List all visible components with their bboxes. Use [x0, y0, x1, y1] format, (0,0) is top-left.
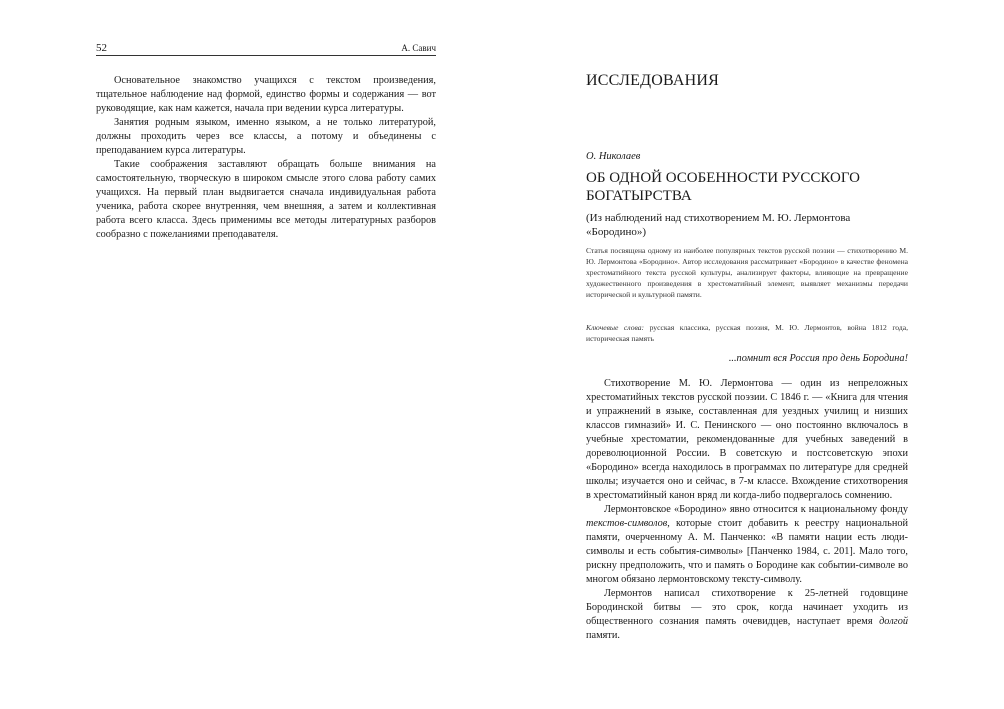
page-number: 52	[96, 42, 107, 54]
text-run: Лермонтовское «Бородино» явно относится к национальному фонду	[604, 504, 908, 515]
paragraph	[586, 503, 908, 587]
article-subtitle: (Из наблюдений над стихотворением М. Ю. Лермонтова «Бородино»)	[586, 212, 851, 238]
keywords-list: русская классика, русская поэзия, М. Ю. Лермонтов, война 1812 года, историческая память	[586, 323, 908, 343]
paragraph: Основательное знакомство учащихся с текстом произведения, тщательное наблюдение над формой, единство формы и содержания — вот руководящие, как нам кажется, начала при ведении курса литературы.	[96, 75, 436, 114]
emphasis: текстов-символов	[586, 518, 668, 529]
keywords	[586, 322, 908, 344]
article-title: ОБ ОДНОЙ ОСОБЕННОСТИ РУССКОГО БОГАТЫРСТВА	[586, 170, 861, 204]
text-run: Лермонтов написал стихотворение к 25-летней годовщине Бородинской битвы — это срок, когда начинает уходить из общественного сознания память очевидцев, наступает время	[586, 588, 908, 627]
keywords-label: Ключевые слова:	[586, 323, 645, 332]
running-author: А. Савич	[401, 43, 436, 53]
section-title: ИССЛЕДОВАНИЯ	[586, 72, 719, 89]
emphasis: долгой	[879, 616, 908, 627]
header-rule	[96, 55, 436, 56]
paragraph: Занятия родным языком, именно языком, а не только литературой, должны проходить через все классы, а потому и объединены с преподаванием курса литературы.	[96, 117, 436, 156]
left-body-text	[96, 74, 436, 242]
abstract: Статья посвящена одному из наиболее популярных текстов русской поэзии — стихотворению М. Ю. Лермонтова «Бородино». Автор исследования рассматривает «Бородино» в качестве феномена хрестоматийного текста русской культуры, анализирует факторы, влияющие на превращение художественного произведения в хрестоматийный элемент, выявляет механизмы передачи исторической и культурной памяти.	[586, 246, 908, 299]
text-run: , которые стоит добавить к реестру национальной памяти, очерченному А. М. Панченко: «В памяти нации есть люди-символы и есть события-символы» [Панченко 1984, с. 201]. Мало того, рискну предположить, что и память о Бородине как событии-символе во многом обязано лермонтовскому тексту-символу.	[586, 518, 908, 585]
running-head	[96, 42, 436, 56]
paragraph: Стихотворение М. Ю. Лермонтова — один из непреложных хрестоматийных текстов русской поэзии. С 1846 г. — «Книга для чтения и упражнений в языке, составленная для уездных училищ и низших классов гимназий» И. С. Пенинского — оно постоянно включалось в учебные хрестоматии, рекомендованные для учебных заведений в дореволюционной России. В советскую и постсоветскую эпохи «Бородино» всегда находилось в программах по литературе для средней школы; изучается оно и сейчас, в 7-м классе. Вхождение стихотворения в хрестоматийный канон вряд ли когда-либо подвергалось сомнению.	[586, 378, 908, 501]
paragraph: Такие соображения заставляют обращать больше внимания на самостоятельную, творческую в широком смысле этого слова работу самих учащихся. На первый план выдвигается сначала индивидуальная работа ученика, работа скорее внутренняя, чем внешняя, а затем и коллективная работа всего класса. Здесь применимы все методы литературных разборов сообразно с пожеланиями преподавателя.	[96, 159, 436, 240]
paragraph	[586, 587, 908, 643]
article-author: О. Николаев	[586, 151, 641, 162]
epigraph: ...помнит вся Россия про день Бородина!	[728, 353, 908, 364]
right-body-text	[586, 377, 908, 643]
text-run: памяти.	[586, 630, 620, 641]
